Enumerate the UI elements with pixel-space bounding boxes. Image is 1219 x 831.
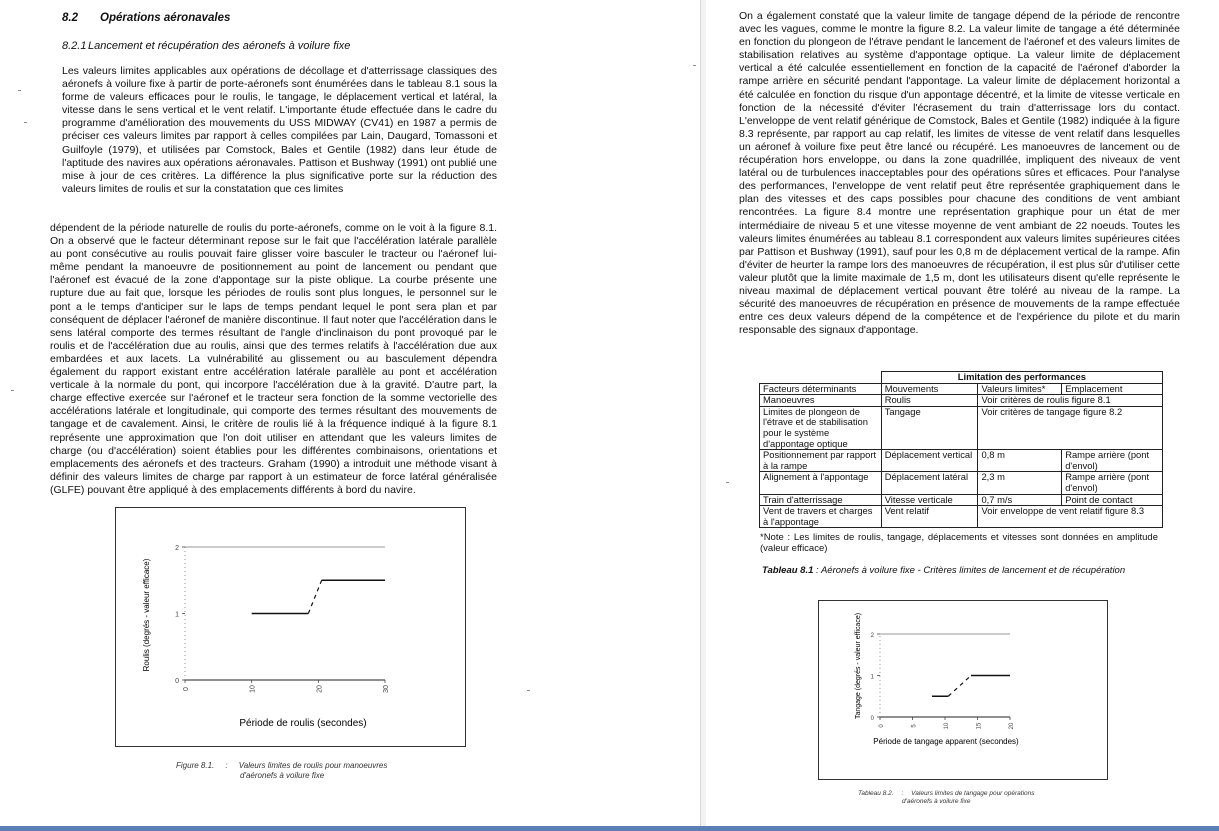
table-cell: 2,3 m	[978, 472, 1062, 494]
table-cell: Déplacement vertical	[881, 450, 978, 472]
margin-mark	[693, 65, 696, 66]
x-tick-label: 5	[911, 724, 918, 728]
x-tick-label: 30	[383, 685, 390, 693]
table-header-movements: Mouvements	[881, 383, 978, 395]
x-tick-label: 20	[316, 685, 324, 693]
table-cell: Tangage	[881, 406, 978, 449]
x-tick-label: 15	[976, 722, 983, 730]
table-cell: 0,7 m/s	[978, 494, 1062, 506]
table-cell: Limites de plongeon de l'étrave et de stabilisation pour le système d'appontage optique	[760, 406, 882, 449]
x-tick-label: 10	[249, 685, 257, 693]
y-tick-label: 2	[870, 633, 874, 639]
table-group-header: Limitation des performances	[881, 372, 1162, 384]
table-cell: Rampe arrière (pont d'envol)	[1062, 472, 1163, 494]
x-tick-label: 20	[1009, 722, 1015, 730]
figure-8-2-pitch-chart	[818, 600, 1108, 780]
table-cell: Déplacement latéral	[881, 472, 978, 494]
table-cell: Voir critères de roulis figure 8.1	[978, 395, 1163, 407]
y-tick-label: 2	[175, 545, 179, 552]
y-tick-label: 1	[175, 611, 179, 619]
left-paragraph-2: dépendent de la période naturelle de roulis du porte-aéronefs, comme on le voit à la figure 8.1. On a observé que le facteur déterminant repose sur le fait que l'accélération latérale parallèle au pont consécutive au roulis pouvait faire glisser voire basculer le tracteur ou l'aéronef lui-même pendant la manoeuvre de positionnement au point de lancement ou pendant que l'aéronef est évacué de la zone d'appontage sur la piste oblique. La courbe présente une rupture due au fait que, lorsque les périodes de roulis sont plus longues, le personnel sur le pont a le temps d'anticiper sur le laps de temps pendant lequel le pont sera plan et par conséquent de déplacer l'aéronef de manière discontinue. Il faut noter que l'accélération dans le sens latéral comporte des termes résultant de l'angle d'inclinaison du pont provoqué par le roulis et de l'accélération due au roulis, ainsi que des termes relatifs à l'accélération due aux embardées et aux lacets. La vulnérabilité au glissement ou au basculement dépendra également du rapport existant entre accélération latérale parallèle au pont et accélération verticale à la normale du pont, qui incorpore l'accélération due à la gravité. D'autre part, la charge effective exercée sur l'aéronef et le tracteur sera fonction de la somme vectorielle des accélérations latérale et longitudinale, qui comporte des termes résultant des mouvements de tangage et de cavalement. Ainsi, le critère de roulis lié à la fréquence indiqué à la figure 8.1 représente une approximation que l'on doit utiliser en attendant que les valeurs limites de charge (ou d'accélération) soient établies pour les différentes combinaisons, orientations et emplacements des aéronefs et des tracteurs. Graham (1990) a introduit une méthode visant à définir des valeurs limites de charge par rapport à un estimateur de force latéral généralisée (GLFE) pouvant être appliqué à des emplacements différents à bord du navire.	[50, 222, 497, 496]
figure-caption-sep: :	[901, 790, 904, 797]
figure-caption-label: Tableau 8.2.	[858, 790, 894, 797]
table-cell: Vitesse verticale	[881, 494, 978, 506]
left-paragraph-1: Les valeurs limites applicables aux opérations de décollage et d'atterrissage classiques des aéronefs à voilure fixe à partir de porte-aéronefs sont énumérées dans le tableau 8.1 sous la forme de valeurs efficaces pour le roulis, le tangage, le déplacement vertical et latéral, la vitesse dans le sens vertical et le vent relatif. L'importante étude effectuée dans le cadre du programme d'amélioration des mouvements du USS MIDWAY (CV41) en 1987 a permis de préciser ces valeurs limites par rapport à celles compilées par Lain, Daugard, Tomassoni et Guilfoyle (1979), et utilisées par Comstock, Bales et Gentile (1982) dans leur étude de l'aptitude des navires aux opérations aéronavales. Pattison et Bushway (1991) ont publié une mise à jour de ces critères. La différence la plus significative porte sur la réduction des valeurs limites de roulis et sur la constatation que ces limites	[62, 65, 497, 195]
table-row	[760, 494, 1163, 506]
table-cell: Point de contact	[1062, 494, 1163, 506]
margin-mark	[11, 390, 14, 391]
figure-caption-line-1: Valeurs limites de roulis pour manoeuvres	[238, 761, 388, 770]
y-axis-label: Tangage (degrés - valeur efficace)	[855, 612, 862, 720]
table-row	[760, 506, 1163, 528]
table-cell: Manoeuvres	[760, 395, 882, 407]
figure-8-1-roll-chart	[115, 507, 466, 747]
limits-table	[759, 371, 1163, 528]
table-caption-text: : Aéronefs à voilure fixe - Critères limites de lancement et de récupération	[813, 565, 1126, 576]
section-number: 8.2	[62, 12, 78, 24]
table-row	[760, 406, 1163, 449]
right-paragraph-1: On a également constaté que la valeur limite de tangage dépend de la période de rencontre avec les vagues, comme le montre la figure 8.2. La valeur limite de tangage a été déterminée en fonction du plongeon de l'étrave pendant le lancement de l'aéronef et des valeurs limites de stabilisation relatives au système d'appontage optique. La valeur limite de déplacement vertical a été calculée essentiellement en fonction de la capacité de l'aéronef d'aborder la rampe arrière en sécurité pendant l'appontage. La valeur limite de déplacement horizontal a été calculée en fonction du risque d'un appontage décentré, et la limite de vitesse verticale en fonction de la nécessité d'éviter l'écrasement du train d'atterrissage lors du contact. L'enveloppe de vent relatif générique de Comstock, Bales et Gentile (1982) indiquée à la figure 8.3 représente, par rapport au cap relatif, les limites de vitesse de vent relatif dans lesquelles un aéronef à voilure fixe peut être lancé ou récupéré. Les manoeuvres de lancement ou de récupération hors enveloppe, ou dans la zone quadrillée, impliquent des niveaux de vent latéral ou de turbulences inacceptables pour des opérations sûres et efficaces. Pour l'analyse des performances, l'enveloppe de vent relatif peut être représentée graphiquement dans le plan des vitesses et des caps possibles pour chacune des conditions de vent ambiant rencontrées. La figure 8.4 montre une représentation graphique pour un état de mer intermédiaire de niveau 5 et une vitesse moyenne de vent ambiant de 22 noeuds. Toutes les valeurs limites énumérées au tableau 8.1 correspondent aux valeurs limites supérieures citées par Pattison et Bushway (1991), sauf pour les 0,8 m de déplacement vertical de la rampe. Afin d'éviter de heurter la rampe lors des manoeuvres de récupération, il est plus sûr d'utiliser cette valeur plutôt que la limite maximale de 1,5 m, dont les utilisateurs disent qu'elle représente le niveau maximal de déplacement vertical pouvant être toléré au niveau de la rampe. La sécurité des manoeuvres de récupération en présence de mouvements de la rampe effectuée entre ces deux valeurs dépend de la compétence et de l'expérience du pilote et du marin responsable des signaux d'appontage.	[739, 10, 1180, 337]
table-cell: Voir critères de tangage figure 8.2	[978, 406, 1163, 449]
y-tick-label: 0	[175, 678, 179, 685]
margin-mark	[527, 690, 530, 691]
table-cell: Rampe arrière (pont d'envol)	[1062, 450, 1163, 472]
figure-8-2-caption	[858, 790, 1035, 806]
window-bottom-bar	[0, 826, 1219, 831]
figure-8-1-caption	[176, 761, 387, 781]
subsection-heading	[62, 40, 350, 52]
table-cell: Voir enveloppe de vent relatif figure 8.3	[978, 506, 1163, 528]
x-tick-label: 0	[879, 724, 885, 728]
subsection-title: Lancement et récupération des aéronefs à voilure fixe	[88, 40, 351, 52]
table-header-location: Emplacement	[1062, 383, 1163, 395]
table-cell: Roulis	[881, 395, 978, 407]
table-note: *Note : Les limites de roulis, tangage, déplacements et vitesses sont données en amplitude (valeur efficace)	[760, 532, 1158, 554]
figure-caption-label: Figure 8.1.	[176, 761, 215, 770]
x-tick-label: 10	[944, 722, 950, 730]
section-title: Opérations aéronavales	[100, 12, 231, 24]
x-axis-label: Période de tangage apparent (secondes)	[873, 737, 1019, 746]
y-axis-label: Roulis (degrés - valeur efficace)	[142, 558, 151, 672]
x-tick-label: 0	[183, 687, 190, 691]
table-cell: 0,8 m	[978, 450, 1062, 472]
figure-caption-line-2: d'aéronefs à voilure fixe	[240, 771, 325, 780]
x-axis-label: Période de roulis (secondes)	[239, 718, 367, 729]
table-row	[760, 395, 1163, 407]
table-cell: Vent de travers et charges à l'appontage	[760, 506, 882, 528]
subsection-number: 8.2.1	[62, 40, 87, 52]
y-tick-label: 1	[870, 674, 874, 681]
figure-frame	[116, 508, 466, 747]
margin-mark	[18, 90, 21, 91]
figure-caption-line-2: d'aéronefs à voilure fixe	[902, 798, 971, 805]
table-cell: Positionnement par rapport à la rampe	[760, 450, 882, 472]
y-tick-label: 0	[870, 716, 874, 722]
table-cell: Vent relatif	[881, 506, 978, 528]
section-heading	[62, 12, 230, 24]
table-caption-label: Tableau 8.1	[762, 565, 814, 576]
table-cell: Train d'atterrissage	[760, 494, 882, 506]
figure-caption-sep: :	[225, 761, 228, 770]
margin-mark	[726, 482, 729, 483]
table-row	[760, 472, 1163, 494]
figure-caption-line-1: Valeurs limites de tangage pour opérations	[911, 790, 1035, 797]
table-row	[760, 450, 1163, 472]
table-header-factors: Facteurs déterminants	[760, 383, 882, 395]
margin-mark	[24, 122, 27, 123]
table-caption	[762, 565, 1125, 576]
table-header-limits: Valeurs limites*	[978, 383, 1062, 395]
table-cell: Alignement à l'appontage	[760, 472, 882, 494]
